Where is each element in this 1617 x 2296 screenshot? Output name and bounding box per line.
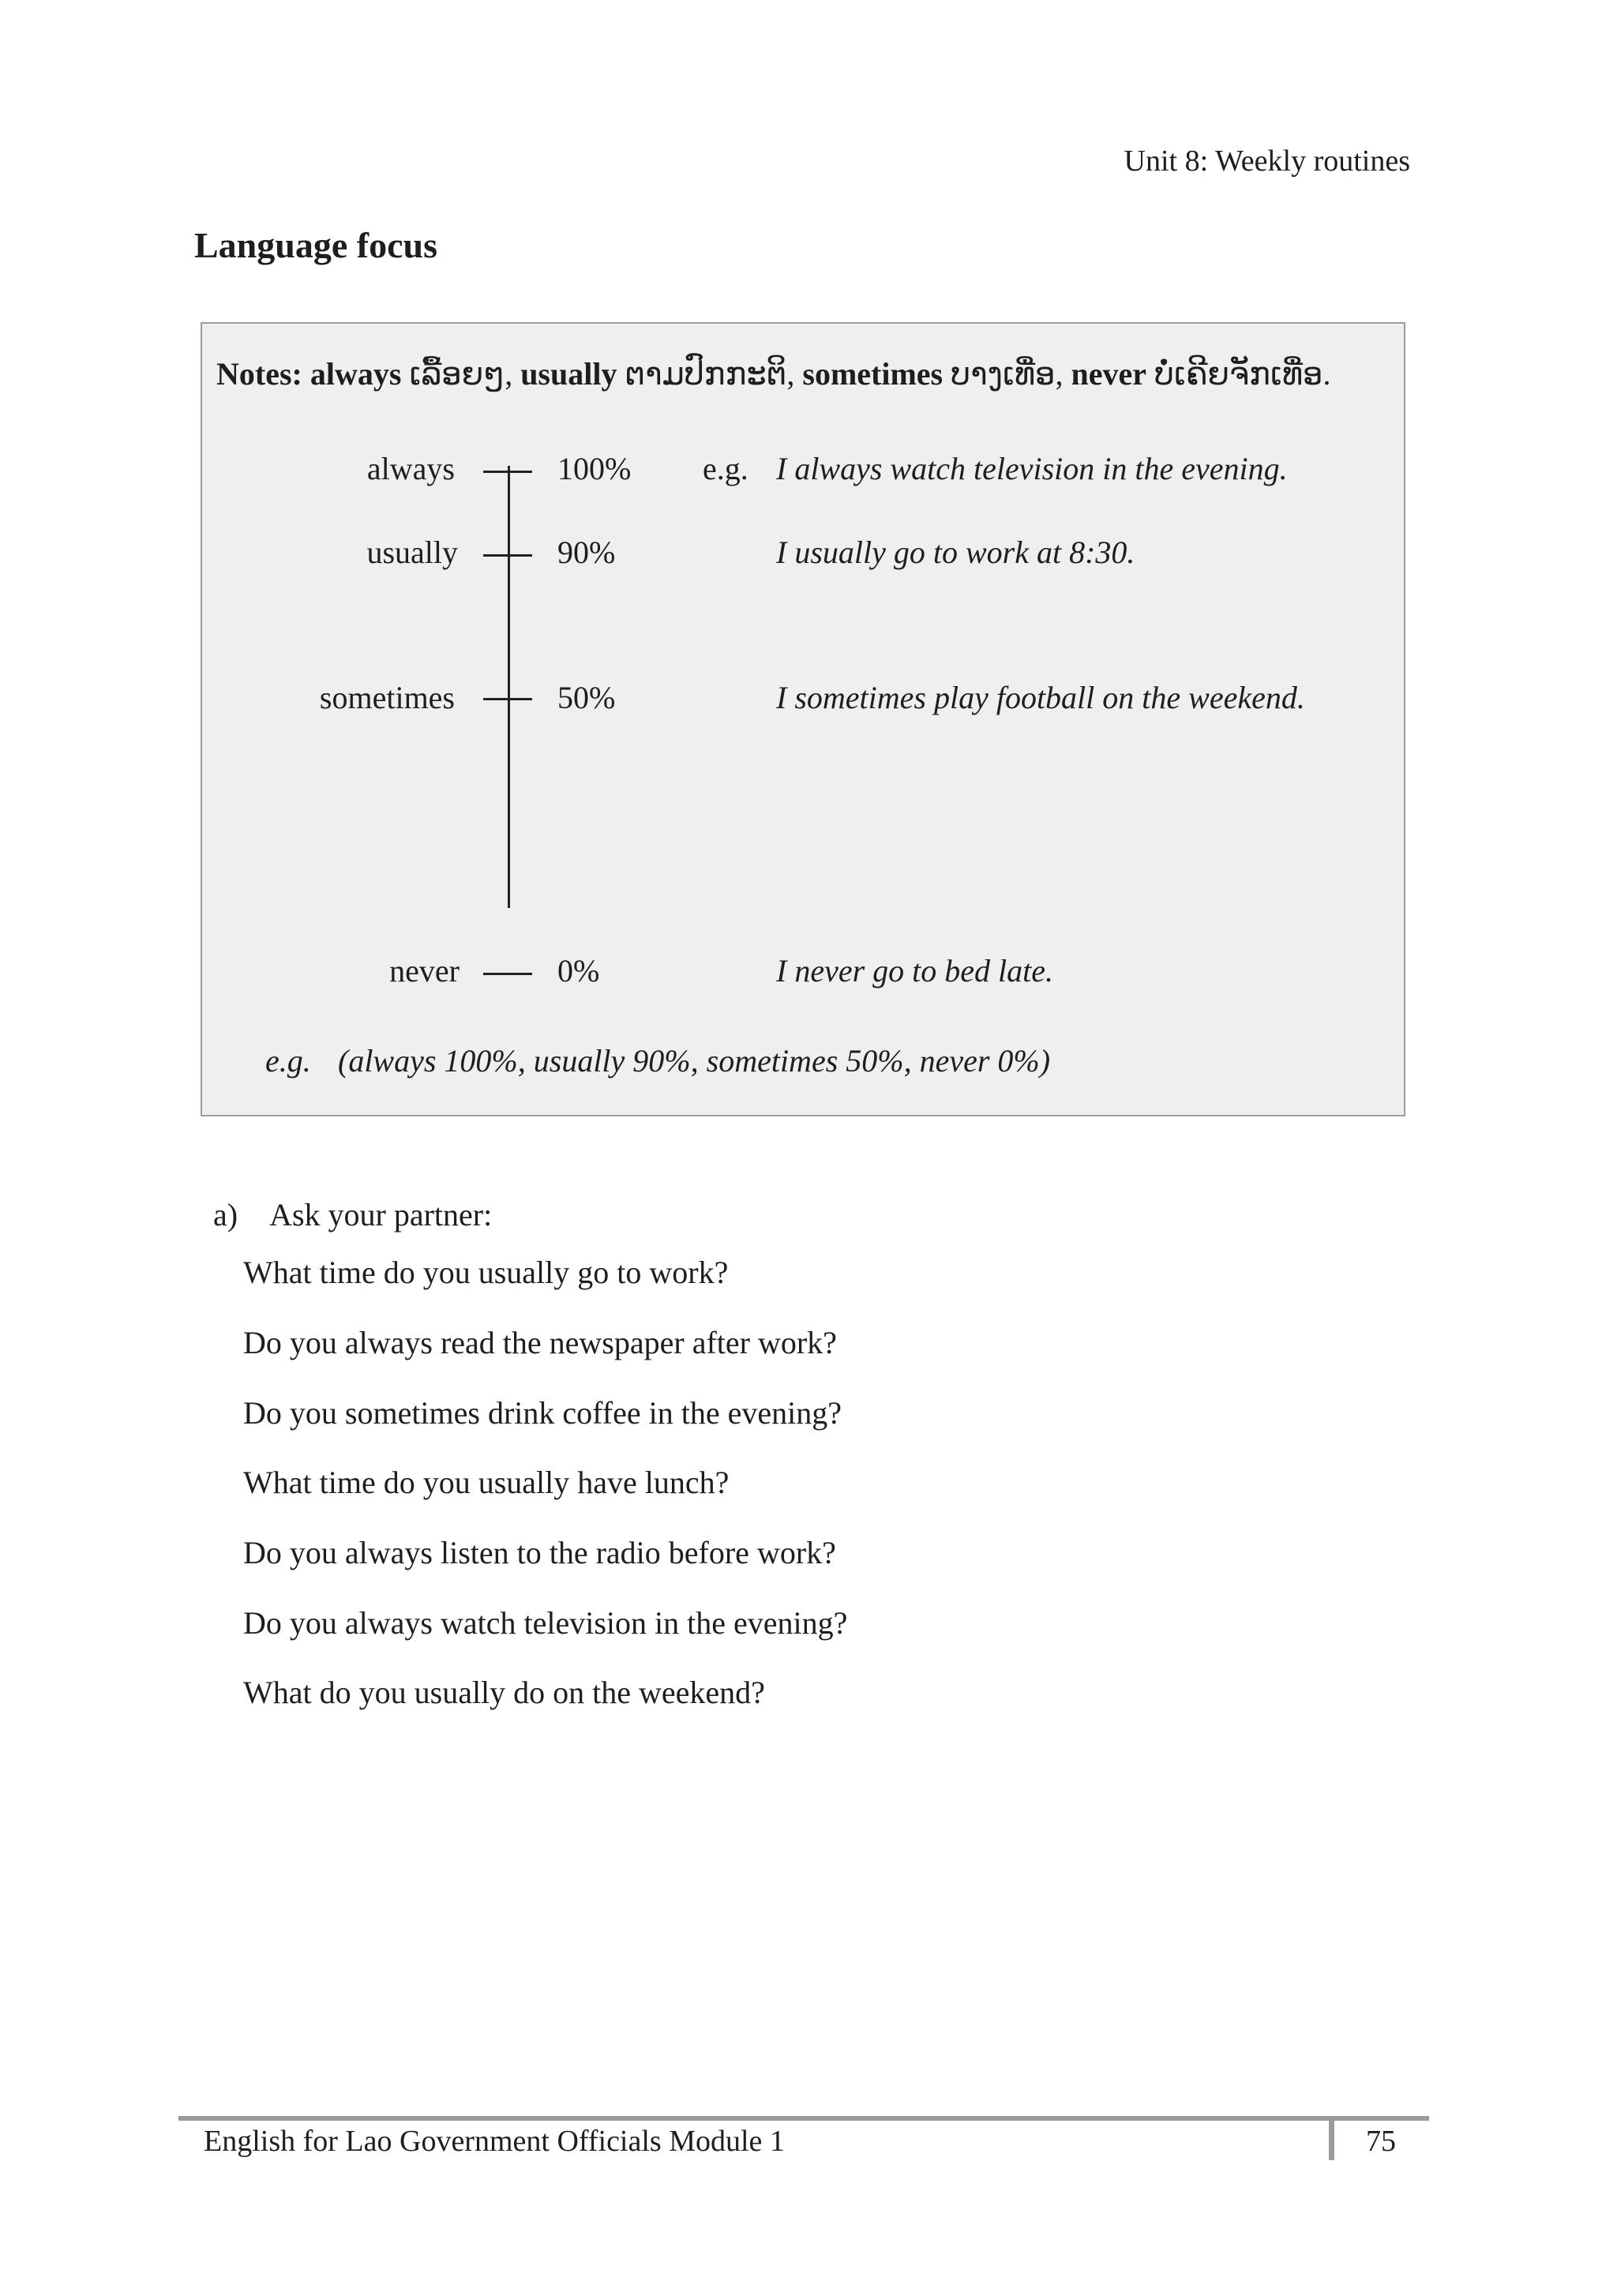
scale-word-sometimes: sometimes — [319, 680, 455, 715]
note-usually-lo: ຕາມປົກກະຕິ — [625, 356, 787, 392]
question: What time do you usually go to work? — [243, 1255, 729, 1290]
scale-tick-never — [483, 973, 532, 975]
summary-eg-label: e.g. — [265, 1043, 311, 1079]
scale-percent-usually: 90% — [557, 535, 616, 570]
scale-word-never: never — [389, 953, 460, 989]
eg-label: e.g. — [703, 451, 748, 486]
note-sep: , — [505, 356, 521, 392]
note-always-lo: ເລື້ອຍໆ — [409, 356, 505, 392]
question: Do you sometimes drink coffee in the evening? — [243, 1395, 842, 1431]
example-always: I always watch television in the evening. — [776, 451, 1288, 486]
running-header: Unit 8: Weekly routines — [1124, 144, 1410, 178]
activity-label: a) Ask your partner: — [213, 1197, 493, 1232]
note-usually-en: usually — [520, 356, 617, 392]
scale-word-always: always — [366, 451, 455, 486]
footer-rule — [178, 2116, 1429, 2121]
note-sep: . — [1322, 356, 1331, 392]
question: Do you always watch television in the evening? — [243, 1605, 848, 1641]
scale-percent-never: 0% — [557, 953, 600, 989]
summary-text: (always 100%, usually 90%, sometimes 50%, never 0%) — [338, 1043, 1051, 1079]
note-sometimes-en: sometimes — [802, 356, 944, 392]
note-always-en: always — [310, 356, 402, 392]
notes-box — [201, 322, 1405, 1116]
frequency-scale-axis — [508, 466, 510, 908]
scale-word-usually: usually — [366, 535, 458, 570]
scale-tick-always — [483, 471, 532, 473]
question: Do you always listen to the radio before work? — [243, 1535, 836, 1570]
page-number: 75 — [1366, 2125, 1396, 2158]
example-usually: I usually go to work at 8:30. — [776, 535, 1135, 570]
note-sep: , — [786, 356, 803, 392]
note-sometimes-lo: ບາງເທື່ອ — [951, 356, 1056, 392]
question: What time do you usually have lunch? — [243, 1465, 730, 1500]
question: Do you always read the newspaper after work? — [243, 1325, 837, 1360]
footer-divider — [1329, 2116, 1334, 2160]
section-title: Language focus — [194, 225, 437, 265]
scale-tick-sometimes — [483, 698, 532, 700]
note-sep: , — [1055, 356, 1071, 392]
notes-prefix: Notes: — [216, 356, 302, 392]
example-sometimes: I sometimes play football on the weekend. — [776, 680, 1305, 715]
footer-title: English for Lao Government Officials Module 1 — [204, 2125, 785, 2158]
note-never-lo: ບໍ່ເຄີຍຈັກເທື່ອ — [1154, 356, 1323, 392]
example-never: I never go to bed late. — [776, 953, 1053, 989]
scale-tick-usually — [483, 554, 532, 557]
notes-line — [216, 355, 1330, 392]
scale-percent-sometimes: 50% — [557, 680, 616, 715]
scale-percent-always: 100% — [557, 451, 632, 486]
note-never-en: never — [1071, 356, 1146, 392]
question: What do you usually do on the weekend? — [243, 1675, 765, 1710]
